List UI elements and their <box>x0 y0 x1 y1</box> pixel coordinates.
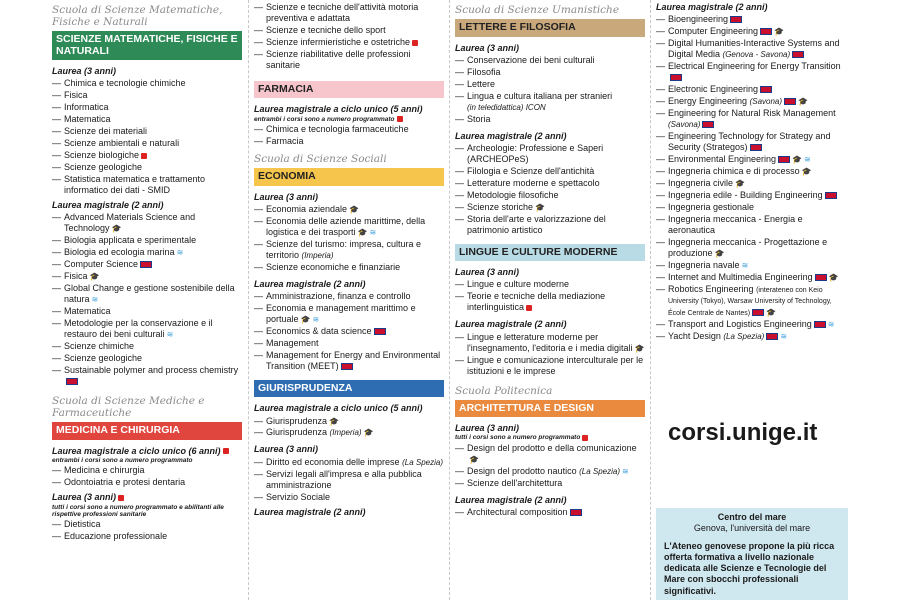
uk-flag-icon <box>752 309 764 316</box>
course-item: — Lingue e culture moderne <box>455 279 645 290</box>
graduation-cap-icon: 🎓 <box>329 416 339 426</box>
uk-flag-icon <box>730 16 742 23</box>
course-label: Scienze infermieristiche e ostetriche <box>266 36 411 47</box>
degree-title: Laurea (3 anni) <box>254 191 319 202</box>
column-2 <box>254 0 444 600</box>
uk-flag-icon <box>760 28 772 35</box>
course-location: (La Spezia) <box>579 466 621 476</box>
uk-flag-icon <box>702 121 714 128</box>
course-item: — Dietistica <box>52 519 242 530</box>
degree-title: Laurea magistrale a ciclo unico (5 anni) <box>254 104 423 115</box>
course-item: — Scienze economiche e finanziarie <box>254 262 444 273</box>
graduation-cap-icon: 🎓 <box>714 248 725 258</box>
course-label: Diritto ed economia delle imprese <box>266 456 400 467</box>
graduation-cap-icon: 🎓 <box>300 314 311 324</box>
wave-icon: ≋ <box>804 154 811 164</box>
course-item: — Scienze dei materiali <box>52 126 242 137</box>
course-item <box>254 350 444 372</box>
uk-flag-icon <box>792 51 804 58</box>
course-item: — Scienze e tecniche dell'attività motoria preventiva e adattata <box>254 2 444 24</box>
course-location: (La Spezia) <box>402 457 444 467</box>
wave-icon: ≋ <box>622 466 629 476</box>
course-label: Computer Engineering <box>668 26 759 37</box>
course-label: Biologia ed ecologia marina <box>64 247 175 258</box>
course-item <box>656 331 848 342</box>
graduation-cap-icon: 🎓 <box>735 178 746 188</box>
course-list <box>254 291 444 372</box>
course-item: — Chimica e tecnologia farmaceutiche <box>254 124 444 135</box>
course-item <box>656 61 848 83</box>
course-item: — Chimica e tecnologie chimiche <box>52 78 242 89</box>
lock-icon <box>526 305 532 311</box>
graduation-cap-icon: 🎓 <box>774 27 785 37</box>
course-label: Lingua e cultura italiana per stranieri <box>467 90 613 101</box>
course-list <box>52 519 242 542</box>
course-item: — Biologia applicata e sperimentale <box>52 235 242 246</box>
uk-flag-icon <box>825 192 837 199</box>
course-label: Computer Science <box>64 259 139 270</box>
course-item <box>254 427 444 438</box>
lock-icon <box>582 435 588 441</box>
course-label: Ingegneria civile <box>668 177 734 188</box>
info-box <box>656 508 848 600</box>
course-label: Fisica <box>64 271 88 282</box>
uk-flag-icon <box>778 156 790 163</box>
course-item: — Matematica <box>52 306 242 317</box>
course-label: Energy Engineering <box>668 96 748 107</box>
uk-flag-icon <box>374 328 386 335</box>
course-list <box>254 416 444 439</box>
course-label: Economia aziendale <box>266 203 348 214</box>
course-label: Design del prodotto e della comunicazione <box>467 442 637 453</box>
course-note: (interateneo con Keio University (Tokyo), Warsaw University of Technology, École Centrale de Nantes) <box>668 286 832 317</box>
uk-flag-icon <box>140 261 152 268</box>
course-item <box>455 332 645 354</box>
course-item: — Letterature moderne e spettacolo <box>455 178 645 189</box>
graduation-cap-icon: 🎓 <box>634 343 645 353</box>
course-item: — Fisica <box>52 90 242 101</box>
course-label: Electronic Engineering <box>668 84 759 95</box>
course-label: Economics & data science <box>266 325 372 336</box>
course-label: Scienze biologiche <box>64 150 140 161</box>
course-list <box>455 507 645 518</box>
course-item <box>254 457 444 468</box>
graduation-cap-icon: 🎓 <box>349 204 360 214</box>
course-label: Electrical Engineering for Energy Transition <box>668 61 841 72</box>
wave-icon: ≋ <box>780 332 788 342</box>
course-label: Digital Humanities-Interactive Systems and Digital Media <box>668 38 840 60</box>
course-item <box>656 272 848 283</box>
course-list <box>455 55 645 125</box>
uk-flag-icon <box>66 378 78 385</box>
course-item: — Lettere <box>455 79 645 90</box>
course-item: — Amministrazione, finanza e controllo <box>254 291 444 302</box>
course-item: — Scienze e tecniche dello sport <box>254 25 444 36</box>
course-item: — Ingegneria meccanica - Energia e aeronautica <box>656 214 848 236</box>
column-3 <box>455 0 645 600</box>
course-item: — Storia <box>455 114 645 125</box>
course-label: Giurisprudenza <box>266 427 328 438</box>
course-item <box>254 216 444 238</box>
course-list <box>254 124 444 147</box>
wave-icon: ≋ <box>827 320 835 330</box>
course-item <box>455 507 645 518</box>
course-label: Engineering Technology for Strategy and Security (Strategos) <box>668 130 831 152</box>
course-item <box>52 271 242 282</box>
course-item <box>656 14 848 25</box>
course-item: — Scienze geologiche <box>52 162 242 173</box>
course-item <box>455 91 645 113</box>
course-item: — Scienze chimiche <box>52 341 242 352</box>
course-item <box>52 365 242 387</box>
wave-icon: ≋ <box>166 330 174 340</box>
course-item <box>656 319 848 330</box>
course-item <box>254 204 444 215</box>
school-title: Scuola di Scienze Matematiche, Fisiche e Naturali <box>52 4 223 29</box>
course-note: (in teledidattica) ICON <box>467 102 546 112</box>
course-item: — Odontoiatria e protesi dentaria <box>52 477 242 488</box>
course-item: — Management <box>254 338 444 349</box>
course-label: Scienze del turismo: impresa, cultura e territorio <box>266 238 422 260</box>
section-bar: GIURISPRUDENZA <box>254 380 444 398</box>
section-bar: MEDICINA E CHIRURGIA <box>52 422 242 440</box>
course-list <box>52 465 242 488</box>
degree-title: Laurea (3 anni) <box>52 66 117 77</box>
uk-flag-icon <box>750 144 762 151</box>
course-label: Ingegneria chimica e di processo <box>668 165 800 176</box>
lock-icon <box>118 495 124 501</box>
school-title: Scuola di Scienze Sociali <box>254 153 387 166</box>
wave-icon: ≋ <box>91 295 99 305</box>
section-bar: FARMACIA <box>254 81 444 99</box>
degree-title <box>52 446 242 457</box>
section-bar: SCIENZE MATEMATICHE, FISICHE E NATURALI <box>52 31 242 60</box>
course-item: — Farmacia <box>254 136 444 147</box>
course-location: (Imperia) <box>329 428 362 438</box>
course-list <box>254 204 444 273</box>
course-location: (Savona) <box>749 97 783 107</box>
course-label: Teorie e tecniche della mediazione interlinguistica <box>467 291 606 313</box>
graduation-cap-icon: 🎓 <box>357 227 368 237</box>
course-label: Bioengineering <box>668 14 729 25</box>
graduation-cap-icon: 🎓 <box>111 224 122 234</box>
course-list <box>52 78 242 196</box>
course-item <box>656 154 848 165</box>
column-1 <box>52 0 242 600</box>
course-item <box>52 259 242 270</box>
course-list <box>254 457 444 503</box>
wave-icon: ≋ <box>176 248 184 258</box>
wave-icon: ≋ <box>741 260 749 270</box>
course-item: — Informatica <box>52 102 242 113</box>
course-item <box>656 131 848 153</box>
degree-title: Laurea (3 anni) <box>455 42 520 53</box>
graduation-cap-icon: 🎓 <box>801 166 812 176</box>
course-item <box>455 443 645 465</box>
course-label: Management for Energy and Environmental Transition (MEET) <box>266 349 441 371</box>
course-item <box>52 150 242 161</box>
course-item: — Lingue e comunicazione interculturale per le istituzioni e le imprese <box>455 355 645 377</box>
uk-flag-icon <box>784 98 796 105</box>
course-item <box>254 239 444 261</box>
course-item <box>656 166 848 177</box>
course-list <box>455 332 645 377</box>
lock-icon <box>223 448 229 454</box>
course-item: — Scienze dell'architettura <box>455 478 645 489</box>
section-bar: ECONOMIA <box>254 168 444 186</box>
course-item: — Servizio Sociale <box>254 492 444 503</box>
course-item <box>656 108 848 130</box>
note-label: entrambi i corsi sono a numero programmato <box>254 115 395 123</box>
course-item <box>52 212 242 234</box>
course-label: Yacht Design <box>668 331 721 342</box>
graduation-cap-icon: 🎓 <box>766 307 777 317</box>
graduation-cap-icon: 🎓 <box>792 154 803 164</box>
course-item <box>254 37 444 48</box>
course-item <box>455 466 645 477</box>
uk-flag-icon <box>814 321 826 328</box>
course-label: Robotics Engineering <box>668 283 754 294</box>
course-label: Giurisprudenza <box>266 415 328 426</box>
course-item: — Storia dell'arte e valorizzazione del patrimonio artistico <box>455 214 645 236</box>
course-item: — Matematica <box>52 114 242 125</box>
degree-note: entrambi i corsi sono a numero programmato <box>52 456 193 464</box>
course-label: Lingue e letterature moderne per l'insegnamento, l'editoria e i media digitali <box>467 331 633 353</box>
course-item: — Scienze geologiche <box>52 353 242 364</box>
course-label: Economia delle aziende marittime, della logistica e dei trasporti <box>266 215 426 237</box>
school-title: Scuola di Scienze Umanistiche <box>455 4 620 16</box>
section-bar: ARCHITETTURA E DESIGN <box>455 400 645 418</box>
course-item <box>656 26 848 37</box>
degree-title: Laurea (3 anni) <box>455 423 520 434</box>
course-item: — Educazione professionale <box>52 531 242 542</box>
course-location: (Imperia) <box>301 250 334 260</box>
course-item <box>656 96 848 107</box>
degree-title: Laurea magistrale (2 anni) <box>656 2 768 12</box>
uk-flag-icon <box>670 74 682 81</box>
uk-flag-icon <box>341 363 353 370</box>
course-item: — Conservazione dei beni culturali <box>455 55 645 66</box>
graduation-cap-icon: 🎓 <box>828 272 839 282</box>
course-item <box>52 318 242 340</box>
course-label: Global Change e gestione sostenibile della natura <box>64 283 235 305</box>
graduation-cap-icon: 🎓 <box>89 272 100 282</box>
course-item <box>455 202 645 213</box>
course-item: — Medicina e chirurgia <box>52 465 242 476</box>
degree-note <box>455 434 645 441</box>
degree-title: Laurea magistrale (2 anni) <box>254 506 366 517</box>
course-label: Metodologie per la conservazione e il restauro dei beni culturali <box>64 318 213 340</box>
course-label: Ingegneria edile - Building Engineering <box>668 189 823 200</box>
course-item <box>656 84 848 95</box>
course-list <box>656 14 848 342</box>
course-item <box>656 178 848 189</box>
lock-icon <box>141 153 147 159</box>
degree-label: Laurea magistrale a ciclo unico (6 anni) <box>52 445 221 456</box>
course-location: (Genova - Savona) <box>722 50 791 60</box>
course-item <box>656 38 848 60</box>
degree-title: Laurea magistrale (2 anni) <box>52 200 164 211</box>
degree-title: Laurea magistrale a ciclo unico (5 anni) <box>254 403 423 414</box>
info-box-title: Centro del mare <box>717 512 787 522</box>
course-label: Architectural composition <box>467 506 568 517</box>
school-title: Scuola Politecnica <box>455 384 553 397</box>
degree-title: Laurea magistrale (2 anni) <box>455 130 567 141</box>
course-item: — Ingegneria gestionale <box>656 202 848 213</box>
graduation-cap-icon: 🎓 <box>798 97 809 107</box>
course-list <box>254 2 444 71</box>
uk-flag-icon <box>815 274 827 281</box>
course-item: — Servizi legali all'impresa e alla pubblica amministrazione <box>254 469 444 491</box>
degree-title: Laurea magistrale (2 anni) <box>455 319 567 330</box>
degree-note: tutti i corsi sono a numero programmato e abilitanti alle rispettive professioni sanitarie <box>52 503 224 518</box>
course-item: — Metodologie filosofiche <box>455 190 645 201</box>
course-item <box>656 190 848 201</box>
graduation-cap-icon: 🎓 <box>469 454 479 464</box>
info-box-text: L'Ateneo genovese propone la più ricca offerta formativa a livello nazionale dedicata alle Scienze e Tecnologie del Mare con sbocchi professionali significativi. <box>664 540 835 596</box>
course-label: Ingegneria navale <box>668 259 740 270</box>
course-item <box>656 284 848 319</box>
wave-icon: ≋ <box>312 314 320 324</box>
course-item <box>52 283 242 305</box>
course-label: Engineering for Natural Risk Management <box>668 108 836 118</box>
course-item: — Scienze ambientali e naturali <box>52 138 242 149</box>
course-item <box>455 291 645 313</box>
course-item: — Filosofia <box>455 67 645 78</box>
course-item: — Filologia e Scienze dell'antichità <box>455 166 645 177</box>
course-item <box>254 303 444 325</box>
degree-title: Laurea magistrale (2 anni) <box>254 278 366 289</box>
course-list <box>455 279 645 313</box>
course-label: Internet and Multimedia Engineering <box>668 271 813 282</box>
section-bar: LETTERE E FILOSOFIA <box>455 19 645 37</box>
course-label: Transport and Logistics Engineering <box>668 319 812 330</box>
wave-icon: ≋ <box>369 227 377 237</box>
course-label: Design del prodotto nautico <box>467 465 577 476</box>
course-list <box>455 143 645 236</box>
course-list <box>455 443 645 489</box>
course-label: Advanced Materials Science and Technology <box>64 212 196 234</box>
degree-title: Laurea (3 anni) <box>455 267 520 278</box>
course-item: — Statistica matematica e trattamento informatico dei dati - SMID <box>52 174 242 196</box>
course-item <box>656 237 848 259</box>
graduation-cap-icon: 🎓 <box>535 202 546 212</box>
course-item <box>52 247 242 258</box>
info-box-subtitle: Genova, l'università del mare <box>693 523 811 534</box>
section-bar: LINGUE E CULTURE MODERNE <box>455 244 645 262</box>
uk-flag-icon <box>760 86 772 93</box>
course-label: Economia e management marittimo e portuale <box>266 302 416 324</box>
graduation-cap-icon: 🎓 <box>363 428 374 438</box>
course-location: (Savona) <box>668 119 701 129</box>
degree-label: Laurea (3 anni) <box>52 492 117 503</box>
degree-note <box>254 116 444 123</box>
course-list <box>52 212 242 387</box>
course-item <box>254 326 444 337</box>
course-item: — Archeologie: Professione e Saperi (ARCHEOPeS) <box>455 143 645 165</box>
course-label: Environmental Engineering <box>668 153 777 164</box>
uk-flag-icon <box>766 333 778 340</box>
course-label: Sustainable polymer and process chemistry <box>64 365 239 375</box>
degree-title <box>52 492 242 503</box>
course-item: — Scienze riabilitative delle professioni sanitarie <box>254 49 444 71</box>
lock-icon <box>397 116 403 122</box>
lock-icon <box>412 40 418 46</box>
course-label: Ingegneria meccanica - Progettazione e produzione <box>668 236 828 258</box>
course-item <box>656 260 848 271</box>
course-location: (La Spezia) <box>723 332 765 342</box>
course-label: Scienze storiche <box>467 201 534 212</box>
school-title: Scuola di Scienze Mediche e Farmaceutiche <box>52 394 205 419</box>
note-label: tutti i corsi sono a numero programmato <box>455 434 581 442</box>
degree-title: Laurea (3 anni) <box>254 444 319 455</box>
uk-flag-icon <box>570 509 582 516</box>
course-item <box>254 416 444 427</box>
degree-title: Laurea magistrale (2 anni) <box>455 494 567 505</box>
website-url[interactable]: corsi.unige.it <box>668 419 818 446</box>
